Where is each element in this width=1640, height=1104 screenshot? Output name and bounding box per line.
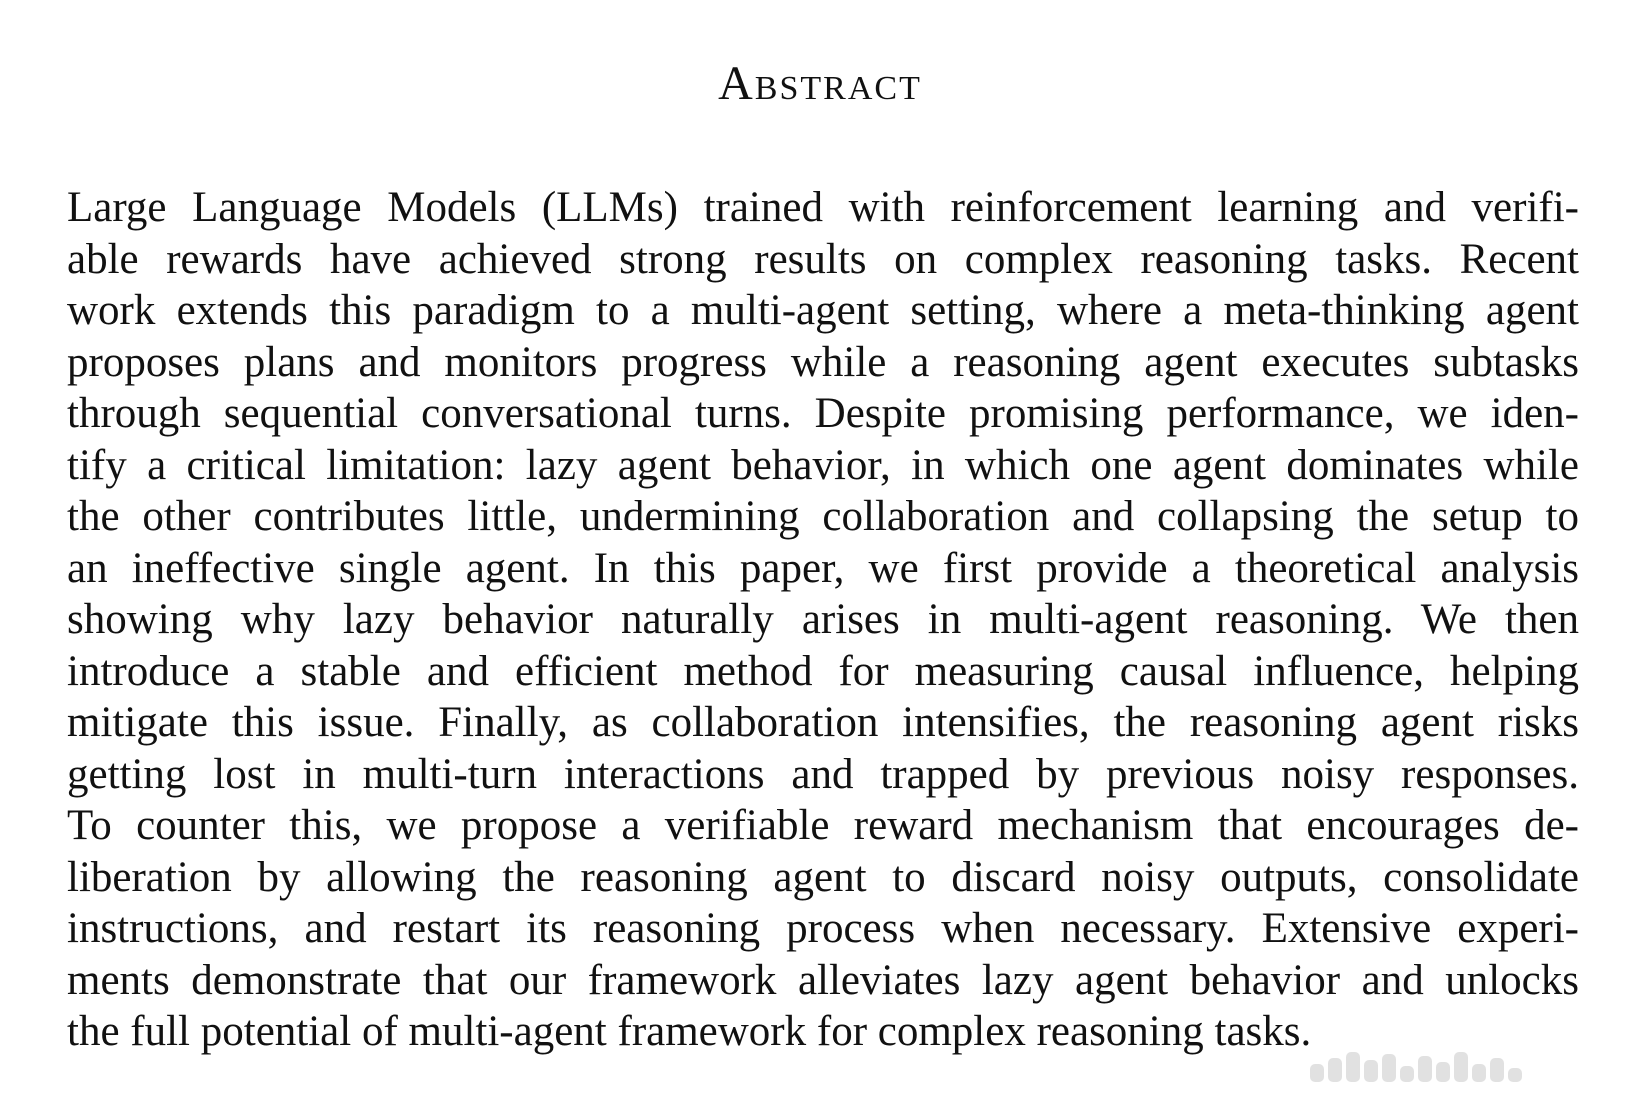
abstract-heading: Abstract [718, 57, 922, 110]
abstract-line: work extends this paradigm to a multi-agent setting, where a meta-thinking agent [67, 287, 1579, 334]
watermark-bar [1328, 1058, 1342, 1082]
abstract-line: ments demonstrate that our framework alleviates lazy agent behavior and unlocks [67, 956, 1579, 1004]
abstract-line: introduce a stable and efficient method for measuring causal influence, helping [67, 647, 1579, 695]
abstract-line: able rewards have achieved strong results on complex reasoning tasks. Recent [67, 235, 1579, 283]
watermark-bar [1490, 1058, 1504, 1082]
watermark-bar [1436, 1062, 1450, 1082]
watermark-graphic [1310, 1048, 1590, 1082]
watermark-bar [1310, 1064, 1324, 1082]
abstract-line: liberation by allowing the reasoning agent to discard noisy outputs, consolidate [67, 853, 1579, 901]
abstract-line: To counter this, we propose a verifiable reward mechanism that encourages de- [67, 802, 1579, 849]
watermark-bar [1508, 1068, 1522, 1082]
abstract-line: Large Language Models (LLMs) trained with reinforcement learning and verifi- [67, 184, 1579, 231]
abstract-body [67, 182, 1579, 1058]
watermark-bar [1382, 1054, 1396, 1082]
abstract-line: showing why lazy behavior naturally arises in multi-agent reasoning. We then [67, 596, 1579, 643]
watermark-bar [1400, 1066, 1414, 1082]
abstract-line: instructions, and restart its reasoning process when necessary. Extensive experi- [67, 905, 1579, 952]
abstract-line: proposes plans and monitors progress while a reasoning agent executes subtasks [67, 338, 1579, 386]
watermark-bar [1418, 1056, 1432, 1082]
abstract-line: the other contributes little, undermining collaboration and collapsing the setup to [67, 493, 1579, 540]
watermark-bar [1346, 1052, 1360, 1082]
abstract-line: through sequential conversational turns. Despite promising performance, we iden- [67, 390, 1579, 437]
abstract-line: the full potential of multi-agent framework for complex reasoning tasks. [67, 1008, 1312, 1055]
watermark-bar [1472, 1064, 1486, 1082]
abstract-line: getting lost in multi-turn interactions and trapped by previous noisy responses. [67, 750, 1579, 798]
abstract-line: mitigate this issue. Finally, as collaboration intensifies, the reasoning agent risks [67, 699, 1579, 746]
abstract-line: an ineffective single agent. In this paper, we first provide a theoretical analysis [67, 544, 1579, 592]
abstract-line: tify a critical limitation: lazy agent behavior, in which one agent dominates while [67, 441, 1579, 489]
watermark-bar [1454, 1052, 1468, 1082]
watermark-bar [1364, 1060, 1378, 1082]
